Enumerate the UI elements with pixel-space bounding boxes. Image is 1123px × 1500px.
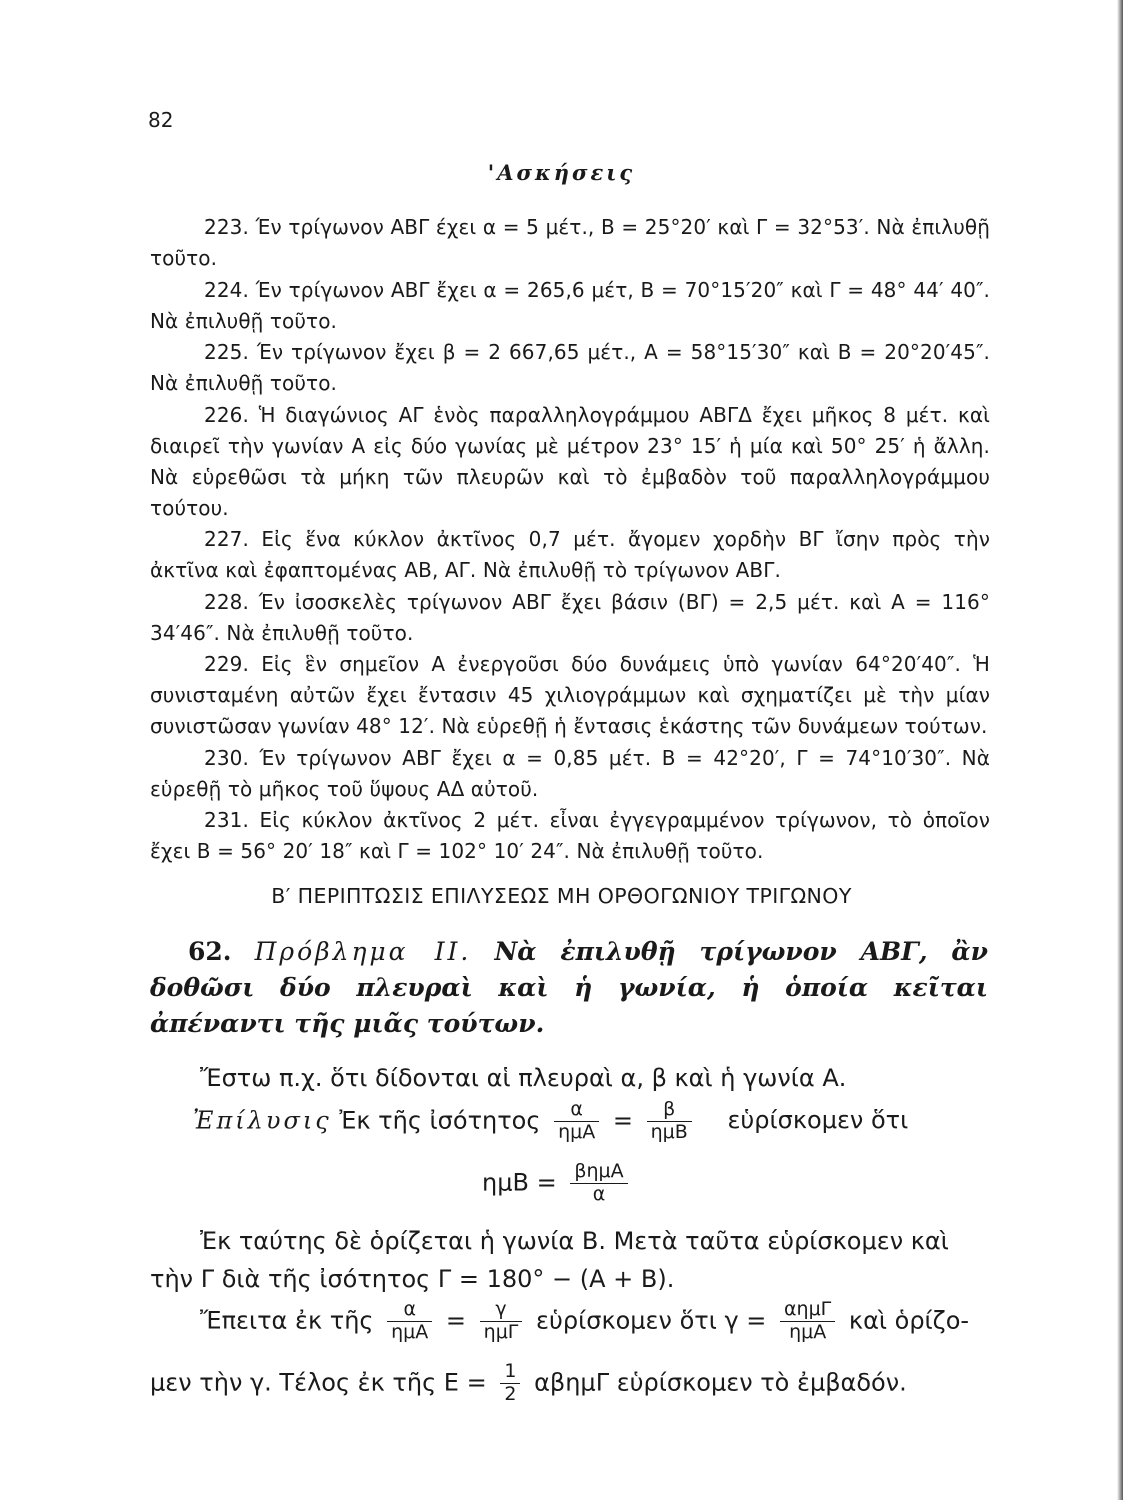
- equals-sign: =: [612, 1106, 633, 1135]
- exercise-list: [150, 212, 990, 868]
- solution-line-5: [200, 1300, 969, 1343]
- equals-sign: =: [445, 1306, 467, 1335]
- page-number: 82: [148, 108, 174, 132]
- exercise-228: 228. Έν ἰσοσκελὲς τρίγωνον ΑΒΓ ἔχει βάσιν (ΒΓ) = 2,5 μέτ. καὶ Α = 116° 34′46″. Νὰ ἐπιλυθῇ τοῦτο.: [150, 589, 990, 645]
- solution-line-4: τὴν Γ διὰ τῆς ἰσότητος Γ = 180° − (Α + Β).: [150, 1265, 675, 1293]
- numerator: αημΓ: [780, 1300, 835, 1322]
- line6-suffix: αβημΓ εὑρίσκομεν τὸ ἐμβαδόν.: [534, 1368, 907, 1397]
- solution-equation-1: [193, 1100, 908, 1143]
- solution-given: Ἔστω π.χ. ὅτι δίδονται αἱ πλευραὶ α, β καὶ ἡ γωνία Α.: [200, 1064, 847, 1092]
- line5-suffix: καὶ ὁρίζο-: [848, 1306, 970, 1335]
- eq1-prefix: Ἐκ τῆς ἰσότητος: [339, 1106, 541, 1135]
- problem-statement: [150, 934, 988, 1042]
- fraction: [480, 1300, 523, 1343]
- denominator: α: [592, 1182, 606, 1205]
- fraction: [554, 1100, 599, 1143]
- eq1-suffix: εὑρίσκομεν ὅτι: [727, 1106, 909, 1135]
- eq2-lhs: ημΒ =: [482, 1168, 557, 1197]
- solution-line-3: Ἐκ ταύτης δὲ ὁρίζεται ἡ γωνία Β. Μετὰ ταῦτα εὑρίσκομεν καὶ: [200, 1227, 949, 1255]
- solution-line-6: [150, 1362, 907, 1405]
- page-edge-shadow: [1117, 0, 1123, 1500]
- denominator: ημΑ: [789, 1320, 827, 1343]
- numerator: α: [387, 1300, 432, 1322]
- line5-prefix: Ἔπειτα ἐκ τῆς: [200, 1306, 374, 1335]
- denominator: ημΓ: [483, 1320, 519, 1343]
- denominator: ημΑ: [391, 1320, 429, 1343]
- numerator: 1: [500, 1362, 520, 1384]
- numerator: βημΑ: [570, 1162, 627, 1184]
- numerator: γ: [480, 1300, 523, 1322]
- solution-label: Ἐπίλυσις: [193, 1106, 332, 1135]
- fraction: [500, 1362, 520, 1405]
- numerator: α: [554, 1100, 599, 1122]
- fraction: [387, 1300, 432, 1343]
- exercise-224: 224. Έν τρίγωνον ΑΒΓ ἔχει α = 265,6 μέτ, Β = 70°15′20″ καὶ Γ = 48° 44′ 40″. Νὰ ἐπιλυθῇ τοῦτο.: [150, 277, 990, 333]
- numerator: β: [647, 1100, 692, 1122]
- line5-mid: εὑρίσκομεν ὅτι γ =: [536, 1306, 767, 1335]
- exercise-223: 223. Έν τρίγωνον ΑΒΓ έχει α = 5 μέτ., Β = 25°20′ καὶ Γ = 32°53′. Νὰ ἐπιλυθῇ τοῦτο.: [150, 215, 990, 270]
- exercise-229: 229. Εἰς ἓν σημεῖον Α ἐνεργοῦσι δύο δυνάμεις ὑπὸ γωνίαν 64°20′40″. Ἡ συνισταμένη αὐτῶν ἔχει ἔντασιν 45 χιλιογράμμων καὶ σχηματίζει μὲ τὴν μίαν συνιστῶσαν γωνίαν 48° 12′. Νὰ εὑρεθῇ ἡ ἔντασις ἑκάστης τῶν δυνάμεων τούτων.: [150, 652, 990, 738]
- fraction: [647, 1100, 692, 1143]
- exercise-225: 225. Έν τρίγωνον ἔχει β = 2 667,65 μέτ., Α = 58°15′30″ καὶ Β = 20°20′45″. Νὰ ἐπιλυθῇ τοῦτο.: [150, 340, 990, 395]
- exercise-230: 230. Έν τρίγωνον ΑΒΓ ἔχει α = 0,85 μέτ. Β = 42°20′, Γ = 74°10′30″. Νὰ εὑρεθῇ τὸ μῆκος τοῦ ὕψους ΑΔ αὐτοῦ.: [150, 745, 990, 801]
- problem-text: Νὰ ἐπιλυθῇ τρίγωνον ΑΒΓ, ἂν δοθῶσι δύο πλευραὶ καὶ ἡ γωνία, ἡ ὁποία κεῖται ἀπέναντι τῆς μιᾶς τούτων.: [150, 937, 988, 1038]
- problem-number: 62.: [188, 937, 232, 966]
- problem-label: Πρόβλημα ΙΙ.: [254, 937, 472, 966]
- solution-equation-2: [482, 1162, 634, 1205]
- denominator: ημΑ: [558, 1120, 596, 1143]
- exercise-231: 231. Εἰς κύκλον ἀκτῖνος 2 μέτ. εἶναι ἐγγεγραμμένον τρίγωνον, τὸ ὁποῖον ἔχει Β = 56° 20′ 18″ καὶ Γ = 102° 10′ 24″. Νὰ ἐπιλυθῇ τοῦτο.: [150, 808, 990, 863]
- denominator: 2: [504, 1382, 517, 1405]
- denominator: ημΒ: [650, 1120, 688, 1143]
- exercise-226: 226. Ἡ διαγώνιος ΑΓ ἑνὸς παραλληλογράμμου ΑΒΓΔ ἔχει μῆκος 8 μέτ. καὶ διαιρεῖ τὴν γωνίαν Α εἰς δύο γωνίας μὲ μέτρον 23° 15′ ἡ μία καὶ 50° 25′ ἡ ἄλλη. Νὰ εὑρεθῶσι τὰ μήκη τῶν πλευρῶν καὶ τὸ ἐμβαδὸν τοῦ παραλληλογράμμου τούτου.: [150, 402, 990, 520]
- subsection-title: Β′ ΠΕΡΙΠΤΩΣΙΣ ΕΠΙΛΥΣΕΩΣ ΜΗ ΟΡΘΟΓΩΝΙΟΥ ΤΡΙΓΩΝΟΥ: [271, 884, 852, 908]
- line6-prefix: μεν τὴν γ. Τέλος ἐκ τῆς Ε =: [150, 1368, 487, 1397]
- exercise-227: 227. Εἰς ἕνα κύκλον ἀκτῖνος 0,7 μέτ. ἄγομεν χορδὴν ΒΓ ἴσην πρὸς τὴν ἀκτῖνα καὶ ἐφαπτομένας ΑΒ, ΑΓ. Νὰ ἐπιλυθῇ τὸ τρίγωνον ΑΒΓ.: [150, 527, 990, 582]
- fraction: [780, 1300, 835, 1343]
- fraction: [570, 1162, 627, 1205]
- section-title: 'Ασκήσεις: [487, 160, 636, 185]
